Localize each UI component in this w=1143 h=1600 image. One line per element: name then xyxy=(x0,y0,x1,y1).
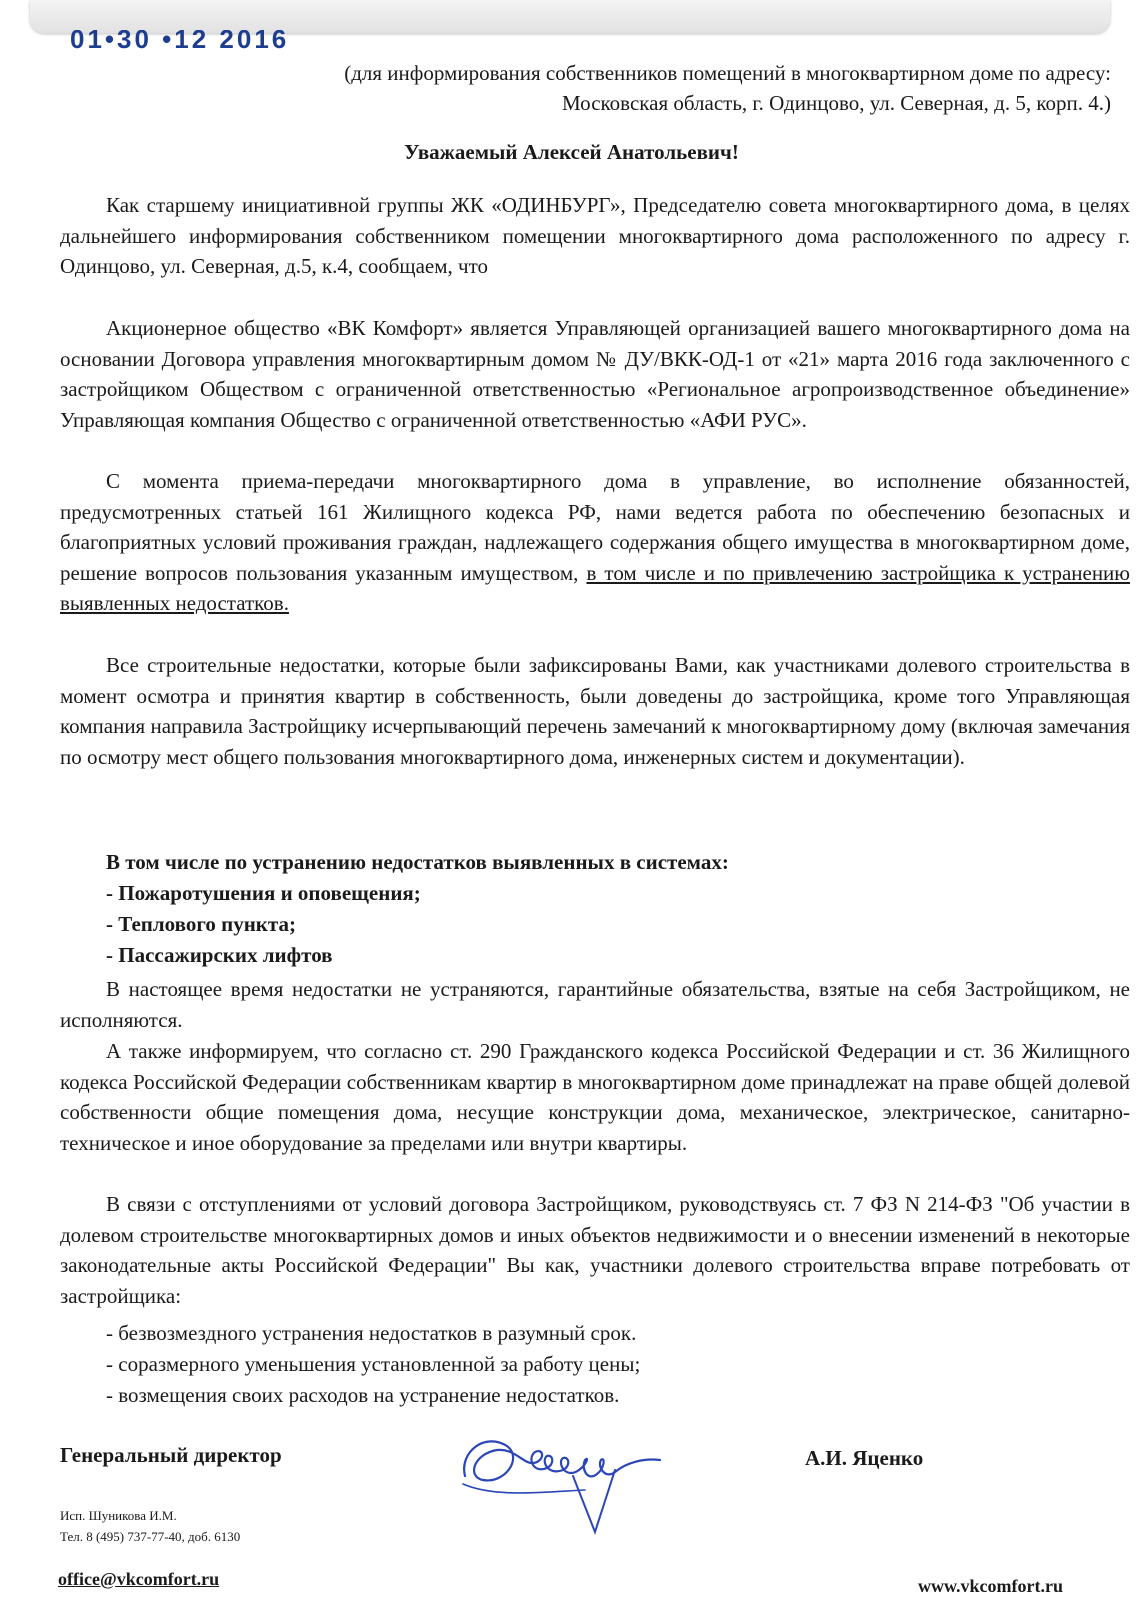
demand-item: - безвозмездного устранения недостатков в разумный срок. xyxy=(106,1321,637,1345)
paragraph-7: В связи с отступлениями от условий договора Застройщиком, руководствуясь ст. 7 ФЗ N 214-ФЗ "Об участии в долевом строительстве многоквартирных домов и иных объектов недвижимости и о внесении изменений в некоторые законодательные акты Российской Федерации" Вы как, участники долевого строительства вправе потребовать от застройщика: xyxy=(60,1192,1130,1308)
date-stamp: 01•30 •12 2016 xyxy=(70,30,290,52)
paragraph-1: Как старшему инициативной группы ЖК «ОДИНБУРГ», Председателю совета многоквартирного дома, в целях дальнейшего информирования собственником помещении многоквартирного дома расположенного по адресу г. Одинцово, ул. Северная, д.5, к.4, сообщаем, что xyxy=(60,193,1130,279)
top-bar xyxy=(30,0,1110,33)
demand-item: - возмещения своих расходов на устранение недостатков. xyxy=(106,1383,620,1407)
executor-name: Исп. Шуникова И.М. xyxy=(60,1508,177,1523)
demand-item: - соразмерного уменьшения установленной за работу цены; xyxy=(106,1352,641,1376)
paragraph-6: А также информируем, что согласно ст. 290 Гражданского кодекса Российской Федерации и ст. 36 Жилищного кодекса Российской Федерации собственникам квартир в многоквартирном доме принадлежат на праве общей долевой собственности общие помещения дома, несущие конструкции дома, механическое, электрическое, санитарно-техническое и иное оборудование за пределами или внутри квартиры. xyxy=(60,1039,1130,1155)
address-line-2: Московская область, г. Одинцово, ул. Северная, д. 5, корп. 4.) xyxy=(562,91,1111,115)
paragraph-3-text: С момента приема-передачи многоквартирного дома в управление, во исполнение обязанностей, предусмотренных статьей 161 Жилищного кодекса РФ, нами ведется работа по обеспечению безопасных и благоприятных условий проживания граждан, надлежащего содержания общего имущества в многоквартирном доме, решение вопросов пользования указанным имуществом, xyxy=(60,469,1130,585)
executor-phone: Тел. 8 (495) 737-77-40, доб. 6130 xyxy=(60,1529,241,1544)
email-link[interactable]: office@vkcomfort.ru xyxy=(58,1569,220,1589)
address-line-1: (для информирования собственников помещений в многоквартирном доме по адресу: xyxy=(344,61,1111,85)
systems-item: - Пассажирских лифтов xyxy=(106,943,333,967)
systems-item: - Теплового пункта; xyxy=(106,912,296,936)
website-link[interactable]: www.vkcomfort.ru xyxy=(918,1576,1063,1596)
paragraph-3 xyxy=(60,466,1130,619)
systems-item: - Пожаротушения и оповещения; xyxy=(106,881,421,905)
greeting: Уважаемый Алексей Анатольевич! xyxy=(404,140,739,164)
systems-heading: В том числе по устранению недостатков выявленных в системах: xyxy=(106,850,729,874)
signatory-title: Генеральный директор xyxy=(60,1443,282,1467)
paragraph-5: В настоящее время недостатки не устраняются, гарантийные обязательства, взятые на себя Застройщиком, не исполняются. xyxy=(60,977,1130,1032)
paragraph-4: Все строительные недостатки, которые были зафиксированы Вами, как участниками долевого строительства в момент осмотра и принятия квартир в собственность, были доведены до застройщика, кроме того Управляющая компания направила Застройщику исчерпывающий перечень замечаний к многоквартирному дому (включая замечания по осмотру мест общего пользования многоквартирного дома, инженерных систем и документации). xyxy=(60,653,1130,769)
handwritten-signature xyxy=(455,1418,670,1538)
paragraph-2: Акционерное общество «ВК Комфорт» является Управляющей организацией вашего многоквартирного дома на основании Договора управления многоквартирным домом № ДУ/ВКК-ОД-1 от «21» марта 2016 года заключенного с застройщиком Обществом с ограниченной ответственностью «Региональное агропроизводственное объединение» Управляющая компания Общество с ограниченной ответственностью «АФИ РУС». xyxy=(60,316,1130,432)
signatory-name: А.И. Яценко xyxy=(805,1446,924,1470)
paragraph-3-underlined: в том числе и по привлечению застройщика к устранению выявленных недостатков. xyxy=(60,560,1130,616)
